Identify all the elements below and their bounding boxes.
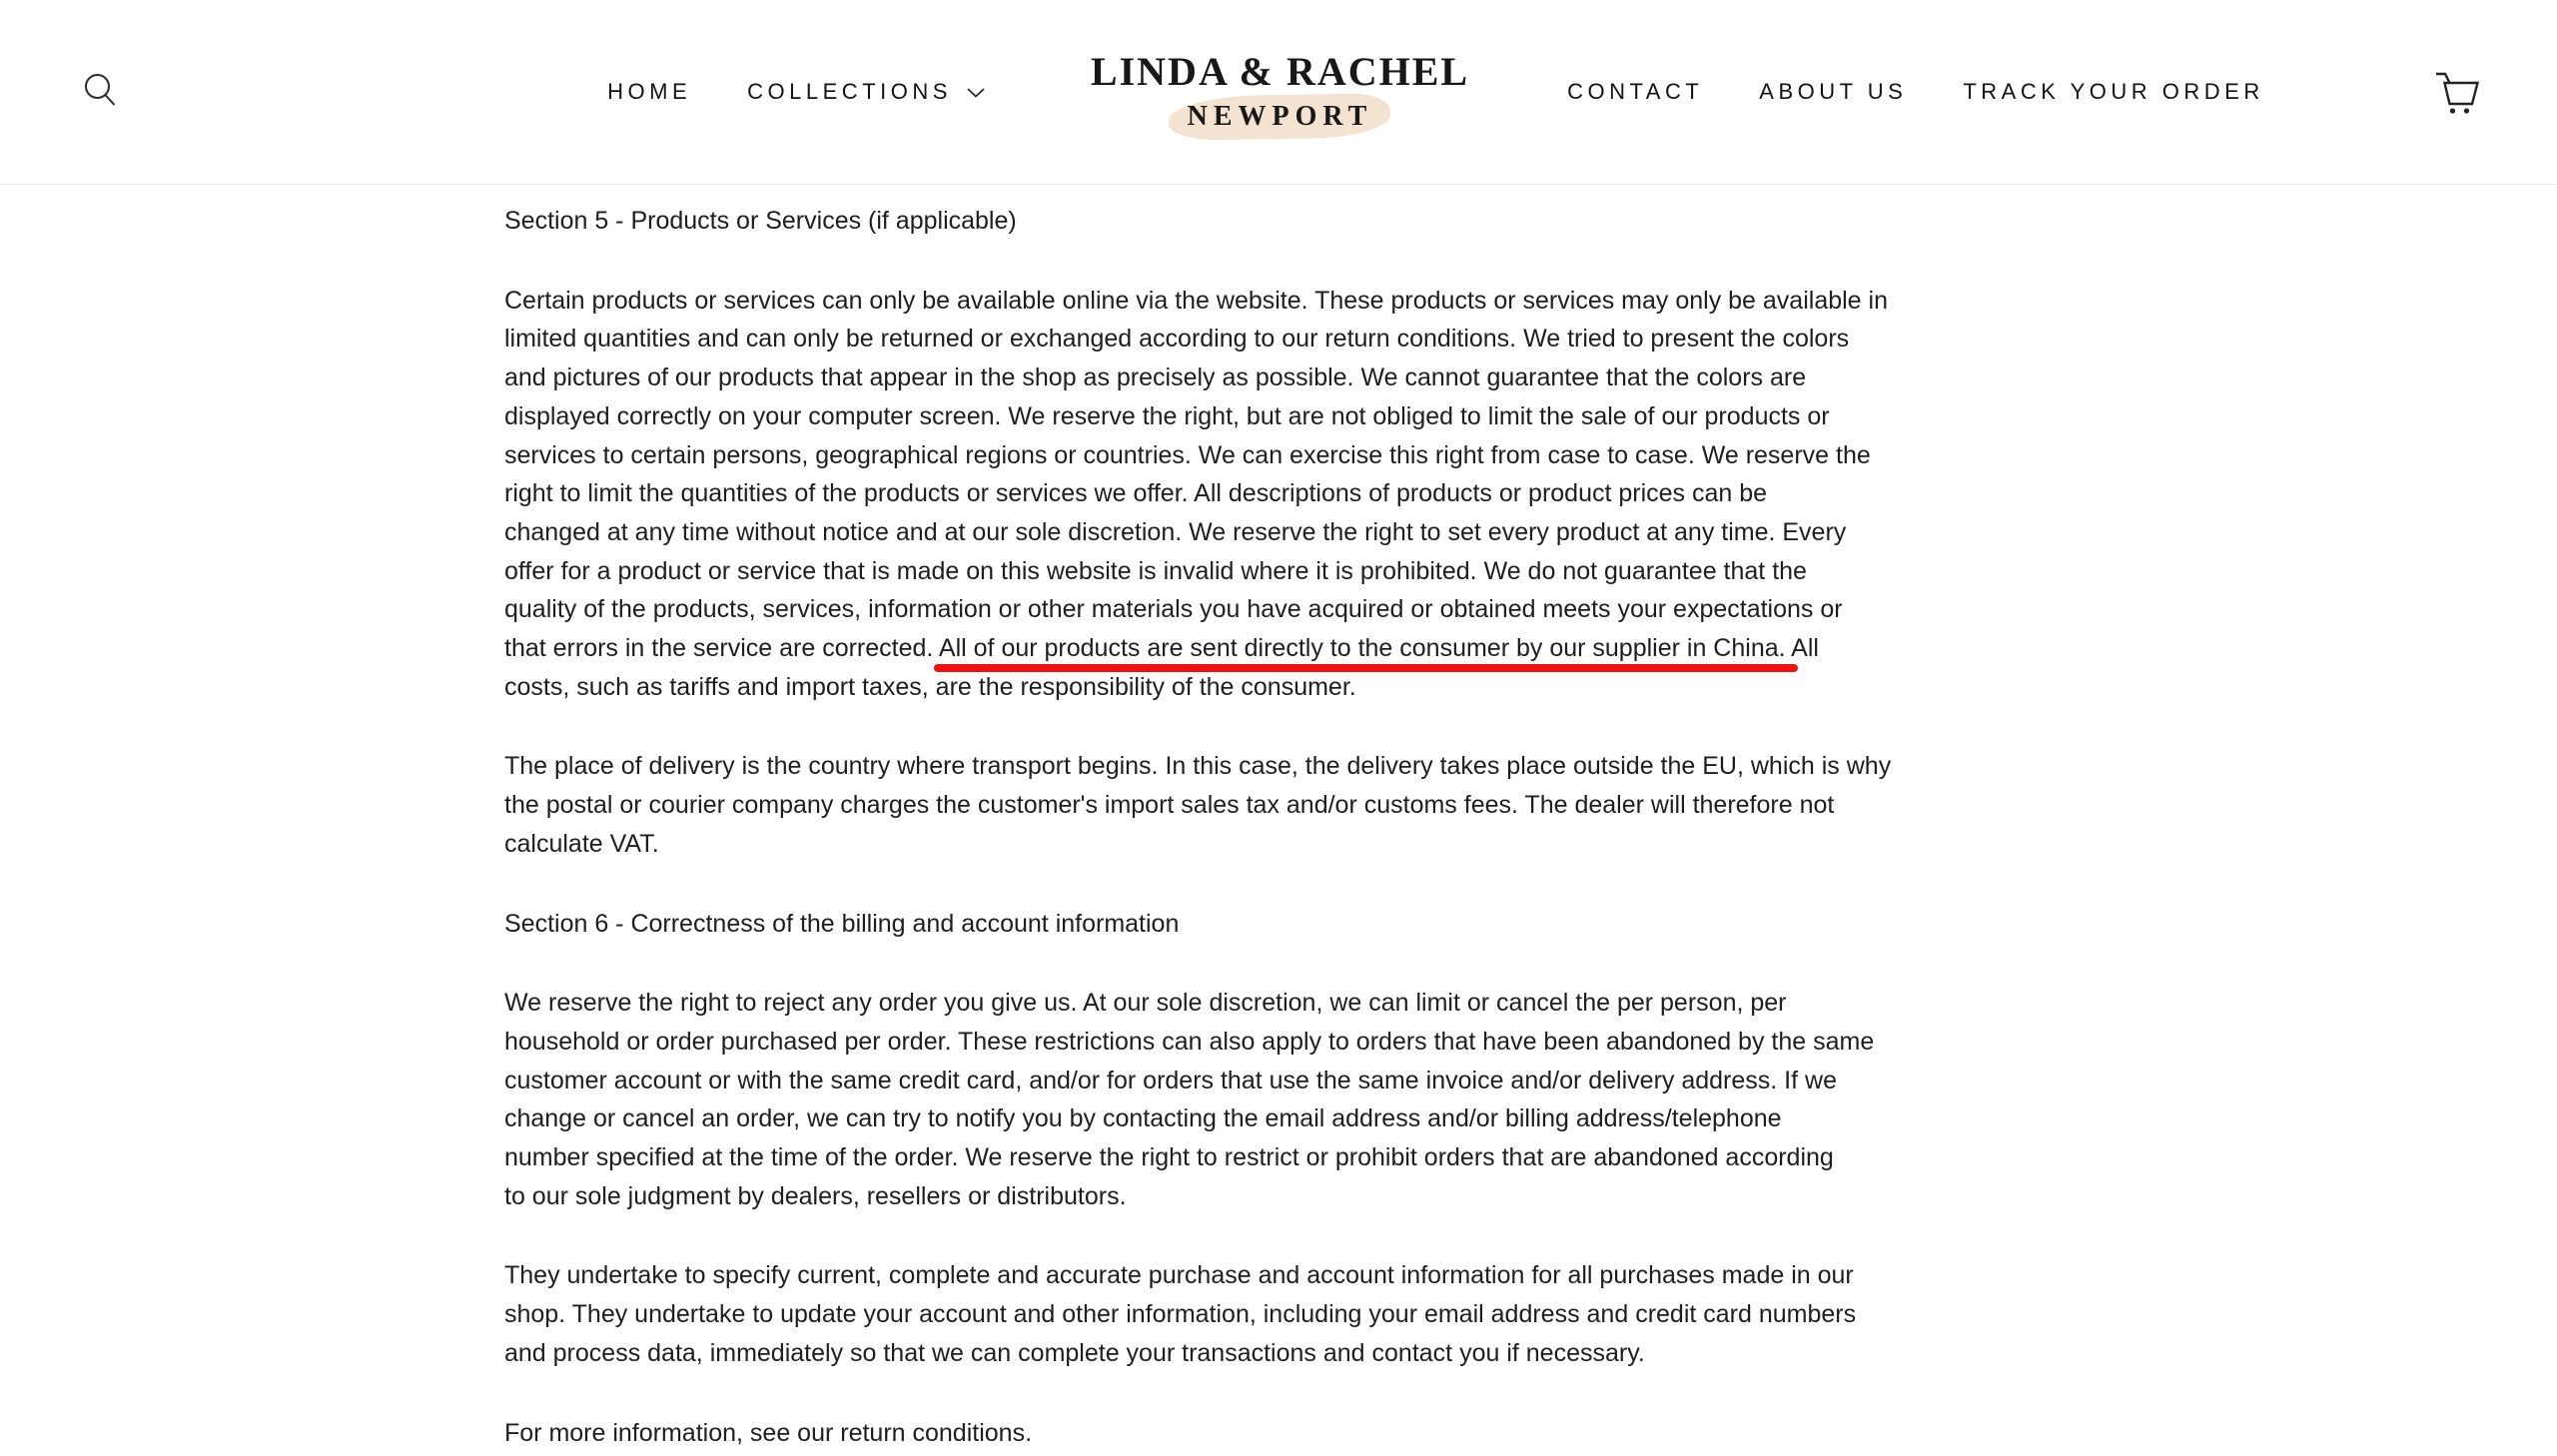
text-line: quality of the products, services, information or other materials you have acquired or obtained meets your expectations or xyxy=(504,595,1843,624)
underlined-sentence-line xyxy=(504,629,2103,668)
paragraph-lines xyxy=(504,282,2103,629)
paragraph-place-of-delivery xyxy=(504,747,2103,863)
paragraph-lines xyxy=(504,747,2103,863)
section6-heading-block xyxy=(504,905,2103,944)
search-icon xyxy=(80,71,122,113)
nav-item-track-your-order[interactable]: TRACK YOUR ORDER xyxy=(1963,79,2264,104)
footer-note-block xyxy=(504,1414,2103,1453)
text-line: right to limit the quantities of the products or services we offer. All descriptions of products or product prices can be xyxy=(504,479,1768,508)
text-line: costs, such as tariffs and import taxes, are the responsibility of the consumer. xyxy=(504,672,1356,701)
text-line: calculate VAT. xyxy=(504,829,659,858)
section5-heading: Section 5 - Products or Services (if applicable) xyxy=(504,207,1017,235)
text-line: offer for a product or service that is made on this website is invalid where it is prohibited. We do not guarantee that the xyxy=(504,556,1807,585)
nav-item-contact[interactable]: CONTACT xyxy=(1567,79,1704,104)
line-pre-text: that errors in the service are corrected. xyxy=(504,634,939,663)
nav-collections-label: COLLECTIONS xyxy=(747,79,952,104)
paragraph-order-rejection xyxy=(504,984,2103,1215)
section5-heading-block xyxy=(504,202,2103,241)
paragraph-products-services xyxy=(504,282,2103,707)
nav-item-about-us[interactable]: ABOUT US xyxy=(1759,79,1908,104)
text-line: customer account or with the same credit card, and/or for orders that use the same invoice and/or delivery address. If we xyxy=(504,1066,1837,1094)
nav-item-home[interactable]: HOME xyxy=(607,79,692,104)
text-line: The place of delivery is the country where transport begins. In this case, the delivery takes place outside the EU, which is why xyxy=(504,752,1892,781)
logo-title: LINDA & RACHEL xyxy=(1090,48,1470,94)
text-line: services to certain persons, geographical regions or countries. We can exercise this right from case to case. We reserve the xyxy=(504,440,1871,469)
paragraph-lines xyxy=(504,1256,2103,1372)
cart-button[interactable] xyxy=(2431,69,2481,115)
text-line: and process data, immediately so that we can complete your transactions and contact you if necessary. xyxy=(504,1338,1645,1367)
text-line: changed at any time without notice and at our sole discretion. We reserve the right to set every product at any time. Every xyxy=(504,517,1847,546)
text-line: and pictures of our products that appear in the shop as precisely as possible. We cannot guarantee that the colors are xyxy=(504,364,1807,392)
text-line: number specified at the time of the order. We reserve the right to restrict or prohibit orders that are abandoned according xyxy=(504,1143,1834,1172)
logo-subtitle: NEWPORT xyxy=(1187,100,1373,132)
red-underline-annotation: All of our products are sent directly to the consumer by our supplier in China. xyxy=(938,634,1786,663)
text-line: Certain products or services can only be available online via the website. These products or services may only be available in xyxy=(504,286,1888,315)
nav-left xyxy=(122,79,986,105)
search-button[interactable] xyxy=(80,71,122,113)
site-header xyxy=(0,0,2557,185)
line-post-text: All xyxy=(1785,634,1819,663)
paragraph-lines xyxy=(504,984,2103,1215)
paragraph-account-information xyxy=(504,1256,2103,1372)
text-line: the postal or courier company charges the customer's import sales tax and/or customs fees. The dealer will therefore not xyxy=(504,791,1835,820)
text-line: They undertake to specify current, complete and accurate purchase and account information for all purchases made in our xyxy=(504,1261,1854,1290)
footer-note: For more information, see our return conditions. xyxy=(504,1418,1033,1447)
text-line: household or order purchased per order. These restrictions can also apply to orders that have been abandoned by the same xyxy=(504,1027,1875,1056)
text-line: shop. They undertake to update your account and other information, including your email address and credit card numbers xyxy=(504,1300,1857,1329)
nav-right xyxy=(1567,79,2431,105)
cart-icon xyxy=(2431,69,2481,115)
text-line: to our sole judgment by dealers, resellers or distributors. xyxy=(504,1181,1127,1210)
terms-content xyxy=(504,202,2103,1456)
text-line: We reserve the right to reject any order you give us. At our sole discretion, we can limit or cancel the per person, per xyxy=(504,989,1787,1018)
logo-subtitle-wrap xyxy=(1182,97,1379,137)
text-line: displayed correctly on your computer screen. We reserve the right, but are not obliged to limit the sale of our products or xyxy=(504,401,1830,430)
text-line: change or cancel an order, we can try to notify you by contacting the email address and/or billing address/telephone xyxy=(504,1104,1782,1133)
section6-heading: Section 6 - Correctness of the billing and account information xyxy=(504,909,1180,938)
store-logo[interactable] xyxy=(1081,48,1479,137)
text-line: limited quantities and can only be returned or exchanged according to our return conditions. We tried to present the colors xyxy=(504,325,1850,354)
chevron-down-icon xyxy=(966,86,986,99)
nav-item-collections[interactable] xyxy=(747,79,986,105)
